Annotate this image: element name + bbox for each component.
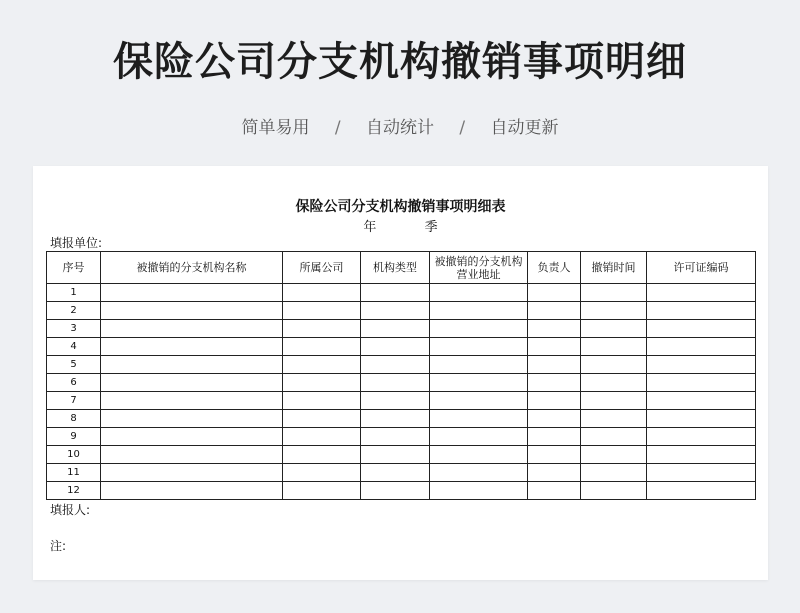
- table-cell[interactable]: [581, 302, 647, 320]
- table-cell[interactable]: [528, 410, 581, 428]
- table-row: [47, 446, 756, 464]
- table-cell[interactable]: [101, 482, 283, 500]
- table-cell[interactable]: [430, 356, 528, 374]
- table-cell[interactable]: [101, 374, 283, 392]
- table-cell[interactable]: [647, 356, 756, 374]
- table-cell[interactable]: [361, 392, 430, 410]
- table-cell[interactable]: [528, 320, 581, 338]
- table-cell[interactable]: [581, 428, 647, 446]
- detail-table: [46, 251, 756, 500]
- table-cell[interactable]: [361, 302, 430, 320]
- table-cell[interactable]: [581, 464, 647, 482]
- table-cell[interactable]: [528, 446, 581, 464]
- table-cell[interactable]: [101, 428, 283, 446]
- table-cell[interactable]: [430, 446, 528, 464]
- table-cell[interactable]: [283, 428, 361, 446]
- table-cell[interactable]: [647, 320, 756, 338]
- season-label: 季: [424, 220, 438, 235]
- table-cell[interactable]: [283, 374, 361, 392]
- table-cell[interactable]: [430, 428, 528, 446]
- table-cell[interactable]: [283, 284, 361, 302]
- table-cell[interactable]: [361, 284, 430, 302]
- table-row: [47, 302, 756, 320]
- col-header: 被撤销的分支机构营业地址: [430, 252, 528, 284]
- col-header: 许可证编码: [647, 252, 756, 284]
- table-cell[interactable]: [430, 320, 528, 338]
- table-cell[interactable]: [430, 482, 528, 500]
- row-number-cell: 7: [47, 392, 101, 410]
- table-cell[interactable]: [647, 428, 756, 446]
- table-row: [47, 482, 756, 500]
- table-cell[interactable]: [101, 392, 283, 410]
- table-row: [47, 410, 756, 428]
- table-cell[interactable]: [430, 284, 528, 302]
- table-cell[interactable]: [361, 356, 430, 374]
- table-cell[interactable]: [361, 446, 430, 464]
- table-cell[interactable]: [430, 302, 528, 320]
- table-cell[interactable]: [581, 320, 647, 338]
- tag-easy: 简单易用: [241, 118, 310, 138]
- row-number-cell: 9: [47, 428, 101, 446]
- table-cell[interactable]: [647, 392, 756, 410]
- table-cell[interactable]: [528, 428, 581, 446]
- reporter-label: 填报人:: [50, 503, 91, 517]
- table-row: [47, 320, 756, 338]
- row-number-cell: 12: [47, 482, 101, 500]
- table-cell[interactable]: [101, 464, 283, 482]
- period-line: [33, 216, 768, 235]
- col-header: 被撤销的分支机构名称: [101, 252, 283, 284]
- table-cell[interactable]: [581, 410, 647, 428]
- table-cell[interactable]: [647, 446, 756, 464]
- table-cell[interactable]: [430, 374, 528, 392]
- document-sheet: [33, 166, 768, 580]
- col-header: 机构类型: [361, 252, 430, 284]
- table-cell[interactable]: [283, 356, 361, 374]
- row-number-cell: 1: [47, 284, 101, 302]
- row-number-cell: 5: [47, 356, 101, 374]
- tag-auto-stats: 自动统计: [366, 118, 434, 138]
- table-cell[interactable]: [101, 302, 283, 320]
- table-cell[interactable]: [283, 338, 361, 356]
- table-cell[interactable]: [361, 320, 430, 338]
- table-row: [47, 374, 756, 392]
- row-number-cell: 6: [47, 374, 101, 392]
- table-cell[interactable]: [647, 410, 756, 428]
- table-cell[interactable]: [647, 302, 756, 320]
- row-number-cell: 2: [47, 302, 101, 320]
- table-cell[interactable]: [101, 284, 283, 302]
- table-cell[interactable]: [361, 482, 430, 500]
- table-row: [47, 428, 756, 446]
- table-cell[interactable]: [528, 482, 581, 500]
- year-label: 年: [363, 220, 377, 235]
- unit-label: 填报单位:: [50, 236, 103, 250]
- table-cell[interactable]: [647, 464, 756, 482]
- table-cell[interactable]: [581, 338, 647, 356]
- table-row: [47, 338, 756, 356]
- table-cell[interactable]: [283, 482, 361, 500]
- table-cell[interactable]: [361, 374, 430, 392]
- tagline: [0, 113, 800, 138]
- row-number-cell: 8: [47, 410, 101, 428]
- table-cell[interactable]: [581, 482, 647, 500]
- tag-separator: /: [459, 118, 466, 138]
- col-header: 负责人: [528, 252, 581, 284]
- table-cell[interactable]: [430, 392, 528, 410]
- table-cell[interactable]: [101, 410, 283, 428]
- table-cell[interactable]: [361, 464, 430, 482]
- table-cell[interactable]: [528, 338, 581, 356]
- table-cell[interactable]: [528, 284, 581, 302]
- table-cell[interactable]: [283, 410, 361, 428]
- table-cell[interactable]: [430, 464, 528, 482]
- table-cell[interactable]: [283, 392, 361, 410]
- table-cell[interactable]: [528, 464, 581, 482]
- table-cell[interactable]: [361, 410, 430, 428]
- table-row: [47, 392, 756, 410]
- table-cell[interactable]: [101, 338, 283, 356]
- table-cell[interactable]: [283, 302, 361, 320]
- row-number-cell: 3: [47, 320, 101, 338]
- banner-title: 保险公司分支机构撤销事项明细: [113, 39, 687, 85]
- table-cell[interactable]: [528, 374, 581, 392]
- tag-separator: /: [334, 118, 341, 138]
- table-cell[interactable]: [647, 482, 756, 500]
- table-cell[interactable]: [101, 356, 283, 374]
- table-cell[interactable]: [430, 338, 528, 356]
- col-header: 撤销时间: [581, 252, 647, 284]
- table-cell[interactable]: [528, 356, 581, 374]
- table-cell[interactable]: [528, 302, 581, 320]
- table-cell[interactable]: [647, 284, 756, 302]
- row-number-cell: 11: [47, 464, 101, 482]
- table-row: [47, 464, 756, 482]
- table-row: [47, 356, 756, 374]
- table-row: [47, 284, 756, 302]
- table-cell[interactable]: [430, 410, 528, 428]
- table-cell[interactable]: [101, 320, 283, 338]
- table-header-row: [47, 252, 756, 284]
- table-cell[interactable]: [581, 392, 647, 410]
- table-cell[interactable]: [581, 374, 647, 392]
- table-cell[interactable]: [581, 446, 647, 464]
- table-cell[interactable]: [528, 392, 581, 410]
- table-cell[interactable]: [361, 338, 430, 356]
- col-header: 序号: [47, 252, 101, 284]
- table-cell[interactable]: [283, 320, 361, 338]
- table-cell[interactable]: [581, 356, 647, 374]
- col-header: 所属公司: [283, 252, 361, 284]
- table-cell[interactable]: [101, 446, 283, 464]
- table-cell[interactable]: [361, 428, 430, 446]
- table-cell[interactable]: [647, 374, 756, 392]
- row-number-cell: 10: [47, 446, 101, 464]
- table-cell[interactable]: [283, 446, 361, 464]
- document-title: 保险公司分支机构撤销事项明细表: [295, 199, 506, 215]
- table-cell[interactable]: [283, 464, 361, 482]
- row-number-cell: 4: [47, 338, 101, 356]
- note-label: 注:: [50, 539, 67, 553]
- table-cell[interactable]: [647, 338, 756, 356]
- tag-auto-update: 自动更新: [490, 118, 559, 138]
- table-cell[interactable]: [581, 284, 647, 302]
